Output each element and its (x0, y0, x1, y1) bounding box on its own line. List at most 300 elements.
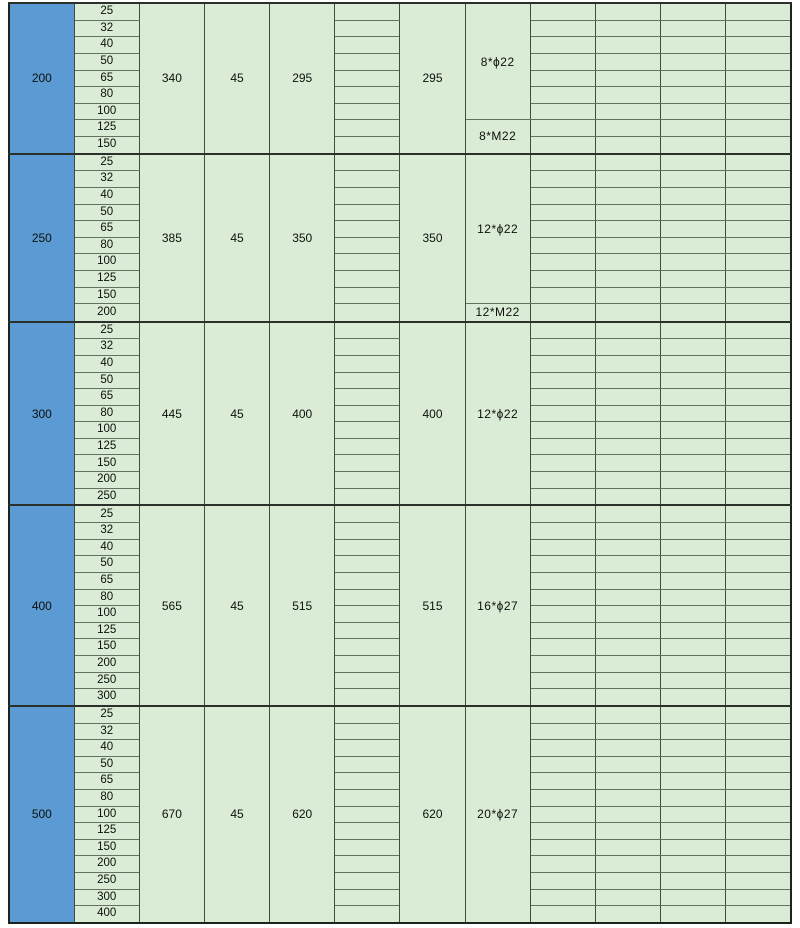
empty-cell (726, 171, 791, 188)
empty-cell (726, 70, 791, 87)
empty-cell (530, 270, 595, 287)
empty-cell (530, 120, 595, 137)
dim-cell-c3: 340 (139, 3, 204, 154)
empty-cell (530, 539, 595, 556)
gap-cell (335, 488, 400, 505)
empty-cell (595, 171, 660, 188)
empty-cell (595, 422, 660, 439)
empty-cell (530, 856, 595, 873)
dn-cell: 500 (9, 706, 74, 923)
empty-cell (530, 606, 595, 623)
gap-cell (335, 237, 400, 254)
gap-cell (335, 589, 400, 606)
empty-cell (530, 204, 595, 221)
size-cell: 65 (74, 572, 139, 589)
empty-cell (595, 572, 660, 589)
size-cell: 50 (74, 372, 139, 389)
empty-cell (661, 405, 726, 422)
size-cell: 200 (74, 856, 139, 873)
dn-cell: 300 (9, 322, 74, 506)
size-cell: 80 (74, 789, 139, 806)
bolt-spec-cell: 12*ϕ22 (465, 154, 530, 304)
empty-cell (661, 53, 726, 70)
empty-cell (530, 339, 595, 356)
size-cell: 50 (74, 556, 139, 573)
dim-cell-c5: 350 (270, 154, 335, 322)
empty-cell (595, 136, 660, 153)
empty-cell (595, 839, 660, 856)
table-row (9, 322, 791, 339)
empty-cell (595, 806, 660, 823)
dim-cell-c3: 445 (139, 322, 204, 506)
empty-cell (726, 689, 791, 706)
empty-cell (595, 389, 660, 406)
empty-cell (661, 87, 726, 104)
gap-cell (335, 3, 400, 20)
empty-cell (661, 372, 726, 389)
size-cell: 100 (74, 103, 139, 120)
gap-cell (335, 472, 400, 489)
empty-cell (595, 773, 660, 790)
size-cell: 200 (74, 472, 139, 489)
empty-cell (530, 254, 595, 271)
gap-cell (335, 405, 400, 422)
empty-cell (595, 706, 660, 723)
bolt-spec-cell: 8*ϕ22 (465, 3, 530, 120)
empty-cell (726, 856, 791, 873)
empty-cell (595, 37, 660, 54)
gap-cell (335, 872, 400, 889)
size-cell: 150 (74, 287, 139, 304)
empty-cell (726, 120, 791, 137)
empty-cell (595, 3, 660, 20)
empty-cell (530, 906, 595, 923)
empty-cell (726, 523, 791, 540)
empty-cell (661, 889, 726, 906)
bolt-spec-cell: 16*ϕ27 (465, 505, 530, 705)
empty-cell (595, 672, 660, 689)
empty-cell (726, 906, 791, 923)
empty-cell (595, 188, 660, 205)
empty-cell (661, 270, 726, 287)
empty-cell (595, 120, 660, 137)
empty-cell (661, 237, 726, 254)
size-cell: 65 (74, 221, 139, 238)
size-cell: 32 (74, 20, 139, 37)
empty-cell (595, 322, 660, 339)
empty-cell (530, 304, 595, 322)
gap-cell (335, 689, 400, 706)
dim-cell-c4: 45 (204, 322, 269, 506)
empty-cell (530, 740, 595, 757)
size-cell: 50 (74, 756, 139, 773)
size-cell: 65 (74, 773, 139, 790)
empty-cell (661, 906, 726, 923)
dim-cell-c7: 400 (400, 322, 465, 506)
size-cell: 80 (74, 589, 139, 606)
empty-cell (661, 789, 726, 806)
empty-cell (595, 523, 660, 540)
gap-cell (335, 789, 400, 806)
empty-cell (661, 171, 726, 188)
empty-cell (726, 204, 791, 221)
gap-cell (335, 103, 400, 120)
bolt-spec-cell: 8*M22 (465, 120, 530, 154)
empty-cell (530, 322, 595, 339)
empty-cell (661, 740, 726, 757)
empty-cell (595, 723, 660, 740)
size-cell: 25 (74, 322, 139, 339)
empty-cell (530, 823, 595, 840)
empty-cell (530, 422, 595, 439)
size-cell: 100 (74, 806, 139, 823)
empty-cell (726, 53, 791, 70)
empty-cell (726, 355, 791, 372)
empty-cell (661, 505, 726, 522)
size-cell: 250 (74, 672, 139, 689)
empty-cell (595, 740, 660, 757)
gap-cell (335, 188, 400, 205)
size-cell: 32 (74, 523, 139, 540)
empty-cell (530, 154, 595, 171)
gap-cell (335, 856, 400, 873)
empty-cell (595, 789, 660, 806)
empty-cell (661, 422, 726, 439)
empty-cell (595, 655, 660, 672)
gap-cell (335, 87, 400, 104)
gap-cell (335, 322, 400, 339)
size-cell: 32 (74, 723, 139, 740)
size-cell: 300 (74, 889, 139, 906)
empty-cell (726, 806, 791, 823)
size-cell: 25 (74, 706, 139, 723)
size-cell: 125 (74, 438, 139, 455)
empty-cell (726, 154, 791, 171)
empty-cell (661, 556, 726, 573)
size-cell: 50 (74, 53, 139, 70)
empty-cell (595, 622, 660, 639)
gap-cell (335, 221, 400, 238)
empty-cell (595, 237, 660, 254)
size-cell: 125 (74, 823, 139, 840)
empty-cell (595, 689, 660, 706)
gap-cell (335, 740, 400, 757)
empty-cell (726, 723, 791, 740)
dim-cell-c5: 400 (270, 322, 335, 506)
empty-cell (530, 37, 595, 54)
empty-cell (661, 539, 726, 556)
size-cell: 40 (74, 740, 139, 757)
empty-cell (595, 488, 660, 505)
size-cell: 200 (74, 304, 139, 322)
empty-cell (595, 355, 660, 372)
empty-cell (595, 472, 660, 489)
empty-cell (661, 3, 726, 20)
empty-cell (595, 70, 660, 87)
empty-cell (530, 20, 595, 37)
size-cell: 150 (74, 839, 139, 856)
gap-cell (335, 655, 400, 672)
empty-cell (595, 606, 660, 623)
size-cell: 100 (74, 606, 139, 623)
gap-cell (335, 706, 400, 723)
size-cell: 25 (74, 154, 139, 171)
empty-cell (530, 789, 595, 806)
dim-cell-c4: 45 (204, 505, 269, 705)
size-cell: 25 (74, 3, 139, 20)
gap-cell (335, 523, 400, 540)
spec-table-body (9, 3, 791, 923)
empty-cell (595, 872, 660, 889)
size-cell: 80 (74, 87, 139, 104)
empty-cell (595, 889, 660, 906)
empty-cell (661, 839, 726, 856)
empty-cell (595, 438, 660, 455)
empty-cell (595, 287, 660, 304)
empty-cell (530, 889, 595, 906)
empty-cell (595, 589, 660, 606)
empty-cell (661, 706, 726, 723)
size-cell: 250 (74, 488, 139, 505)
empty-cell (661, 672, 726, 689)
empty-cell (595, 103, 660, 120)
size-cell: 150 (74, 639, 139, 656)
gap-cell (335, 70, 400, 87)
empty-cell (530, 672, 595, 689)
empty-cell (530, 70, 595, 87)
empty-cell (726, 622, 791, 639)
dim-cell-c7: 515 (400, 505, 465, 705)
empty-cell (661, 455, 726, 472)
empty-cell (530, 237, 595, 254)
size-cell: 50 (74, 204, 139, 221)
empty-cell (530, 355, 595, 372)
empty-cell (661, 572, 726, 589)
gap-cell (335, 756, 400, 773)
size-cell: 125 (74, 120, 139, 137)
gap-cell (335, 355, 400, 372)
size-cell: 25 (74, 505, 139, 522)
size-cell: 400 (74, 906, 139, 923)
empty-cell (661, 689, 726, 706)
dim-cell-c5: 620 (270, 706, 335, 923)
empty-cell (661, 287, 726, 304)
empty-cell (726, 872, 791, 889)
empty-cell (661, 154, 726, 171)
empty-cell (726, 756, 791, 773)
empty-cell (595, 154, 660, 171)
empty-cell (530, 806, 595, 823)
empty-cell (726, 472, 791, 489)
size-cell: 65 (74, 70, 139, 87)
gap-cell (335, 806, 400, 823)
size-cell: 80 (74, 405, 139, 422)
gap-cell (335, 622, 400, 639)
size-cell: 300 (74, 689, 139, 706)
empty-cell (661, 322, 726, 339)
empty-cell (661, 254, 726, 271)
gap-cell (335, 53, 400, 70)
dn-cell: 400 (9, 505, 74, 705)
dim-cell-c4: 45 (204, 154, 269, 322)
empty-cell (595, 372, 660, 389)
empty-cell (530, 87, 595, 104)
dn-cell: 200 (9, 3, 74, 154)
gap-cell (335, 556, 400, 573)
empty-cell (530, 136, 595, 153)
empty-cell (595, 823, 660, 840)
empty-cell (726, 103, 791, 120)
empty-cell (661, 488, 726, 505)
gap-cell (335, 723, 400, 740)
empty-cell (661, 339, 726, 356)
empty-cell (661, 655, 726, 672)
size-cell: 40 (74, 188, 139, 205)
empty-cell (530, 171, 595, 188)
empty-cell (661, 438, 726, 455)
gap-cell (335, 572, 400, 589)
empty-cell (661, 806, 726, 823)
empty-cell (726, 639, 791, 656)
gap-cell (335, 37, 400, 54)
gap-cell (335, 639, 400, 656)
empty-cell (530, 773, 595, 790)
empty-cell (726, 672, 791, 689)
empty-cell (726, 773, 791, 790)
empty-cell (661, 622, 726, 639)
gap-cell (335, 304, 400, 322)
gap-cell (335, 171, 400, 188)
empty-cell (595, 204, 660, 221)
size-cell: 40 (74, 37, 139, 54)
empty-cell (595, 20, 660, 37)
size-cell: 32 (74, 171, 139, 188)
empty-cell (726, 221, 791, 238)
empty-cell (530, 405, 595, 422)
empty-cell (595, 270, 660, 287)
gap-cell (335, 339, 400, 356)
size-cell: 65 (74, 389, 139, 406)
empty-cell (595, 53, 660, 70)
empty-cell (661, 856, 726, 873)
gap-cell (335, 422, 400, 439)
gap-cell (335, 773, 400, 790)
spec-table-container (8, 2, 792, 924)
empty-cell (726, 188, 791, 205)
empty-cell (530, 472, 595, 489)
dim-cell-c7: 295 (400, 3, 465, 154)
empty-cell (726, 20, 791, 37)
gap-cell (335, 839, 400, 856)
empty-cell (530, 188, 595, 205)
empty-cell (726, 322, 791, 339)
gap-cell (335, 889, 400, 906)
empty-cell (726, 839, 791, 856)
gap-cell (335, 136, 400, 153)
empty-cell (530, 53, 595, 70)
empty-cell (530, 723, 595, 740)
empty-cell (661, 70, 726, 87)
empty-cell (726, 889, 791, 906)
empty-cell (726, 655, 791, 672)
empty-cell (726, 823, 791, 840)
empty-cell (726, 422, 791, 439)
empty-cell (661, 37, 726, 54)
empty-cell (595, 756, 660, 773)
empty-cell (530, 622, 595, 639)
empty-cell (661, 136, 726, 153)
empty-cell (595, 405, 660, 422)
gap-cell (335, 823, 400, 840)
empty-cell (661, 823, 726, 840)
empty-cell (726, 556, 791, 573)
empty-cell (530, 556, 595, 573)
empty-cell (661, 589, 726, 606)
bolt-spec-cell: 20*ϕ27 (465, 706, 530, 923)
empty-cell (595, 906, 660, 923)
size-cell: 200 (74, 655, 139, 672)
empty-cell (726, 3, 791, 20)
empty-cell (726, 254, 791, 271)
size-cell: 100 (74, 254, 139, 271)
empty-cell (661, 639, 726, 656)
empty-cell (595, 856, 660, 873)
empty-cell (595, 254, 660, 271)
empty-cell (661, 103, 726, 120)
empty-cell (661, 355, 726, 372)
empty-cell (726, 136, 791, 153)
dim-cell-c4: 45 (204, 706, 269, 923)
size-cell: 125 (74, 270, 139, 287)
empty-cell (661, 773, 726, 790)
empty-cell (726, 287, 791, 304)
dim-cell-c4: 45 (204, 3, 269, 154)
empty-cell (726, 304, 791, 322)
gap-cell (335, 505, 400, 522)
empty-cell (530, 287, 595, 304)
empty-cell (726, 87, 791, 104)
empty-cell (726, 237, 791, 254)
empty-cell (530, 706, 595, 723)
bolt-spec-cell: 12*ϕ22 (465, 322, 530, 506)
empty-cell (726, 270, 791, 287)
empty-cell (530, 839, 595, 856)
empty-cell (530, 655, 595, 672)
empty-cell (530, 389, 595, 406)
gap-cell (335, 287, 400, 304)
empty-cell (530, 505, 595, 522)
empty-cell (530, 455, 595, 472)
empty-cell (595, 455, 660, 472)
empty-cell (661, 756, 726, 773)
gap-cell (335, 254, 400, 271)
size-cell: 100 (74, 422, 139, 439)
dim-cell-c3: 385 (139, 154, 204, 322)
empty-cell (661, 472, 726, 489)
empty-cell (661, 723, 726, 740)
empty-cell (595, 556, 660, 573)
empty-cell (726, 405, 791, 422)
empty-cell (726, 606, 791, 623)
dim-cell-c7: 350 (400, 154, 465, 322)
table-row (9, 706, 791, 723)
size-cell: 32 (74, 339, 139, 356)
dim-cell-c5: 515 (270, 505, 335, 705)
empty-cell (726, 372, 791, 389)
empty-cell (530, 589, 595, 606)
empty-cell (530, 756, 595, 773)
gap-cell (335, 906, 400, 923)
